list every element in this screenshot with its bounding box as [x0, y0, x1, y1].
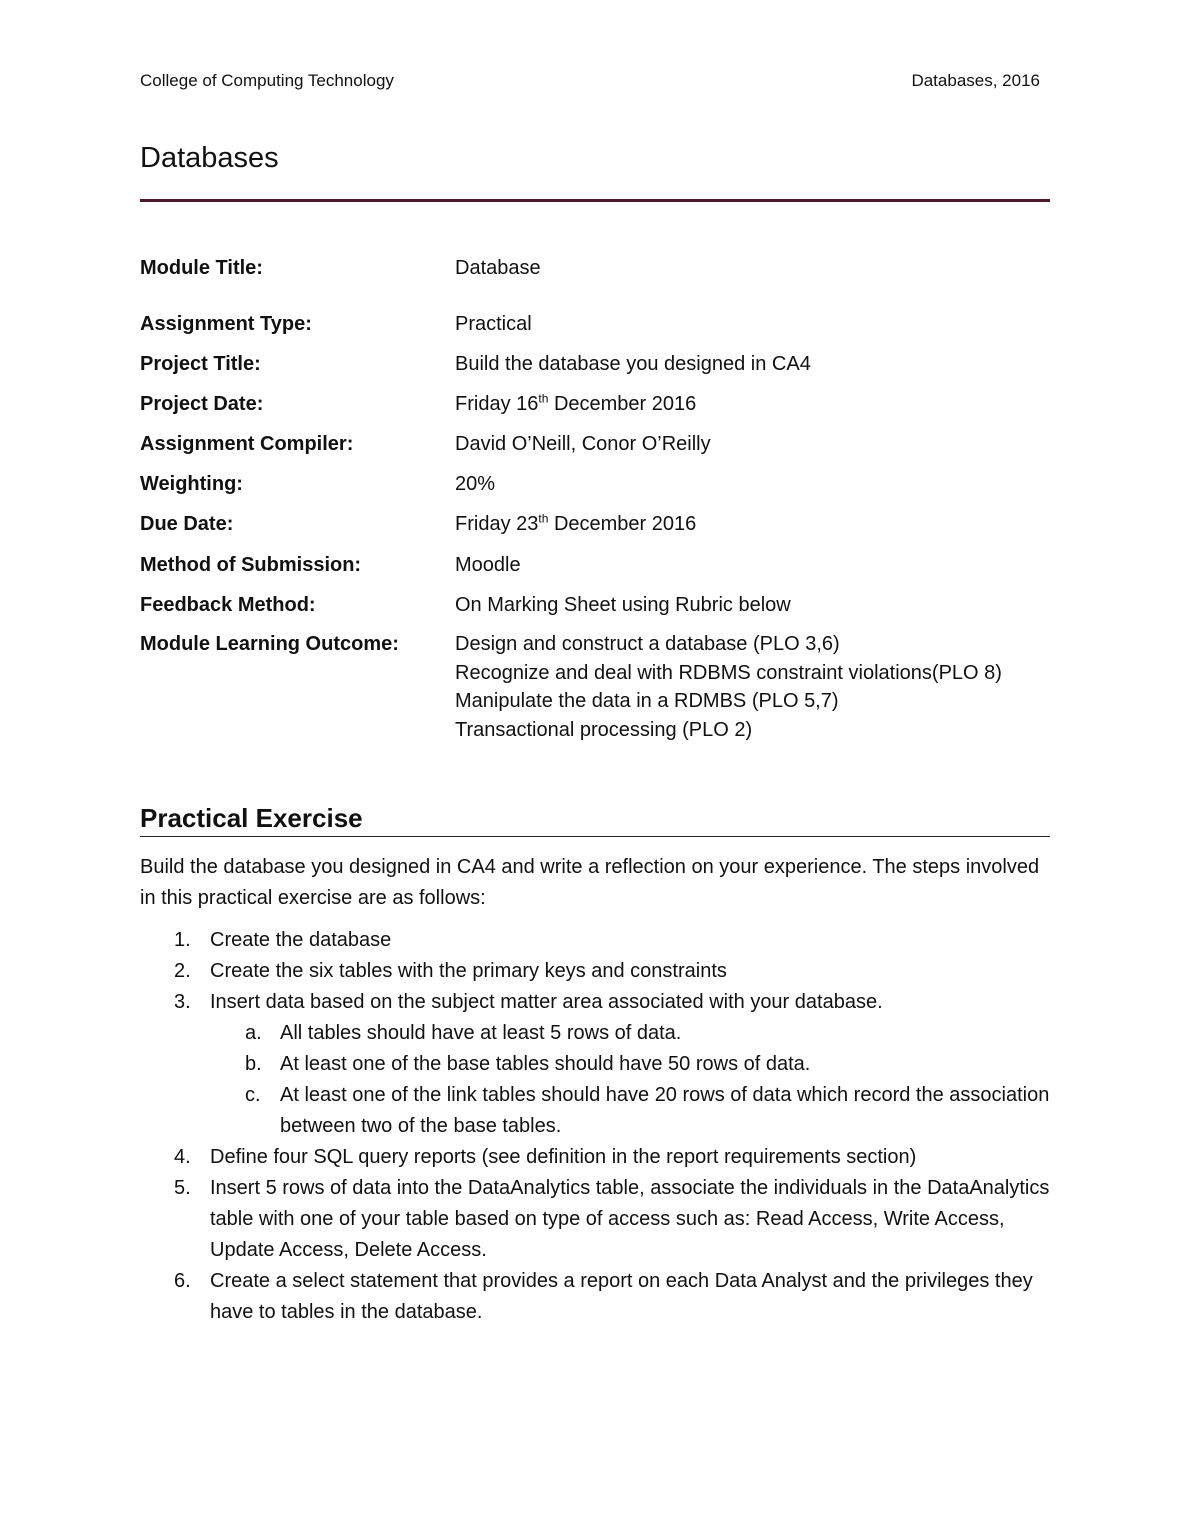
page-title: Databases	[140, 142, 279, 174]
step-text: Insert 5 rows of data into the DataAnalytics table, associate the individuals in the DataAnalytics table with one of your table based on type of access such as: Read Access, Write Access, Update Access, Delete Access.	[210, 1177, 1050, 1261]
intro-paragraph: Build the database you designed in CA4 and write a reflection on your experience. The steps involved in this practical exercise are as follows:	[140, 856, 1040, 909]
step-text: Insert data based on the subject matter area associated with your database.	[210, 991, 883, 1013]
header-course-year: Databases, 2016	[911, 71, 1040, 90]
step-text: Create the database	[210, 929, 392, 951]
project-date-label: Project Date:	[140, 393, 264, 415]
step-number: 6.	[174, 1270, 191, 1292]
step-text: Define four SQL query reports (see definition in the report requirements section)	[210, 1146, 917, 1168]
feedback-value: On Marking Sheet using Rubric below	[455, 594, 791, 616]
list-item	[140, 1142, 1050, 1173]
project-date-day: Friday 16	[455, 393, 539, 415]
sub-list-item	[140, 1018, 1050, 1049]
assignment-type-value: Practical	[455, 313, 532, 335]
list-item	[140, 925, 1050, 956]
step-number: 3.	[174, 991, 191, 1013]
project-date-ordinal: th	[538, 391, 549, 406]
substep-text: At least one of the link tables should have 20 rows of data which record the association between two of the base tables.	[280, 1084, 1050, 1137]
due-date-month-year: December 2016	[548, 513, 697, 535]
header-institution: College of Computing Technology	[140, 71, 394, 90]
outcome-item: Transactional processing (PLO 2)	[455, 718, 753, 741]
outcome-label: Module Learning Outcome:	[140, 633, 399, 655]
project-title-value: Build the database you designed in CA4	[455, 353, 811, 375]
compiler-value: David O’Neill, Conor O’Reilly	[455, 433, 711, 455]
outcome-item: Manipulate the data in a RDMBS (PLO 5,7)	[455, 690, 839, 712]
step-number: 4.	[174, 1146, 191, 1168]
outcome-list	[455, 630, 1055, 744]
step-text: Create the six tables with the primary keys and constraints	[210, 960, 727, 982]
list-item	[140, 956, 1050, 987]
outcome-item: Recognize and deal with RDBMS constraint violations(PLO 8)	[455, 661, 1002, 684]
due-date-ordinal: th	[538, 511, 549, 526]
substep-letter: a.	[245, 1022, 262, 1044]
module-title-value: Database	[455, 257, 541, 279]
list-item	[140, 987, 1050, 1018]
submission-label: Method of Submission:	[140, 554, 362, 576]
submission-value: Moodle	[455, 554, 521, 576]
due-date-label: Due Date:	[140, 513, 234, 535]
project-date-month-year: December 2016	[548, 393, 697, 415]
weighting-label: Weighting:	[140, 473, 243, 495]
weighting-value: 20%	[455, 473, 496, 495]
step-text: Create a select statement that provides a report on each Data Analyst and the privileges they have to tables in the database.	[210, 1270, 1033, 1323]
substep-letter: c.	[245, 1084, 261, 1106]
list-item	[140, 1173, 1050, 1266]
steps-list	[140, 925, 1050, 1328]
project-date-value	[455, 390, 1055, 418]
substep-text: All tables should have at least 5 rows of data.	[280, 1022, 682, 1044]
sub-list-item	[140, 1049, 1050, 1080]
sub-list-item	[140, 1080, 1050, 1142]
substep-text: At least one of the base tables should have 50 rows of data.	[280, 1053, 811, 1075]
due-date-value	[455, 510, 1055, 538]
module-title-label: Module Title:	[140, 257, 263, 279]
due-date-day: Friday 23	[455, 513, 539, 535]
section-heading: Practical Exercise	[140, 803, 363, 833]
step-number: 5.	[174, 1177, 191, 1199]
section-divider	[140, 836, 1050, 837]
list-item	[140, 1266, 1050, 1328]
substep-letter: b.	[245, 1053, 262, 1075]
assignment-type-label: Assignment Type:	[140, 313, 312, 335]
step-number: 1.	[174, 929, 191, 951]
step-number: 2.	[174, 960, 191, 982]
compiler-label: Assignment Compiler:	[140, 433, 354, 455]
project-title-label: Project Title:	[140, 353, 261, 375]
feedback-label: Feedback Method:	[140, 594, 316, 616]
title-divider	[140, 199, 1050, 202]
outcome-item: Design and construct a database (PLO 3,6)	[455, 633, 840, 655]
